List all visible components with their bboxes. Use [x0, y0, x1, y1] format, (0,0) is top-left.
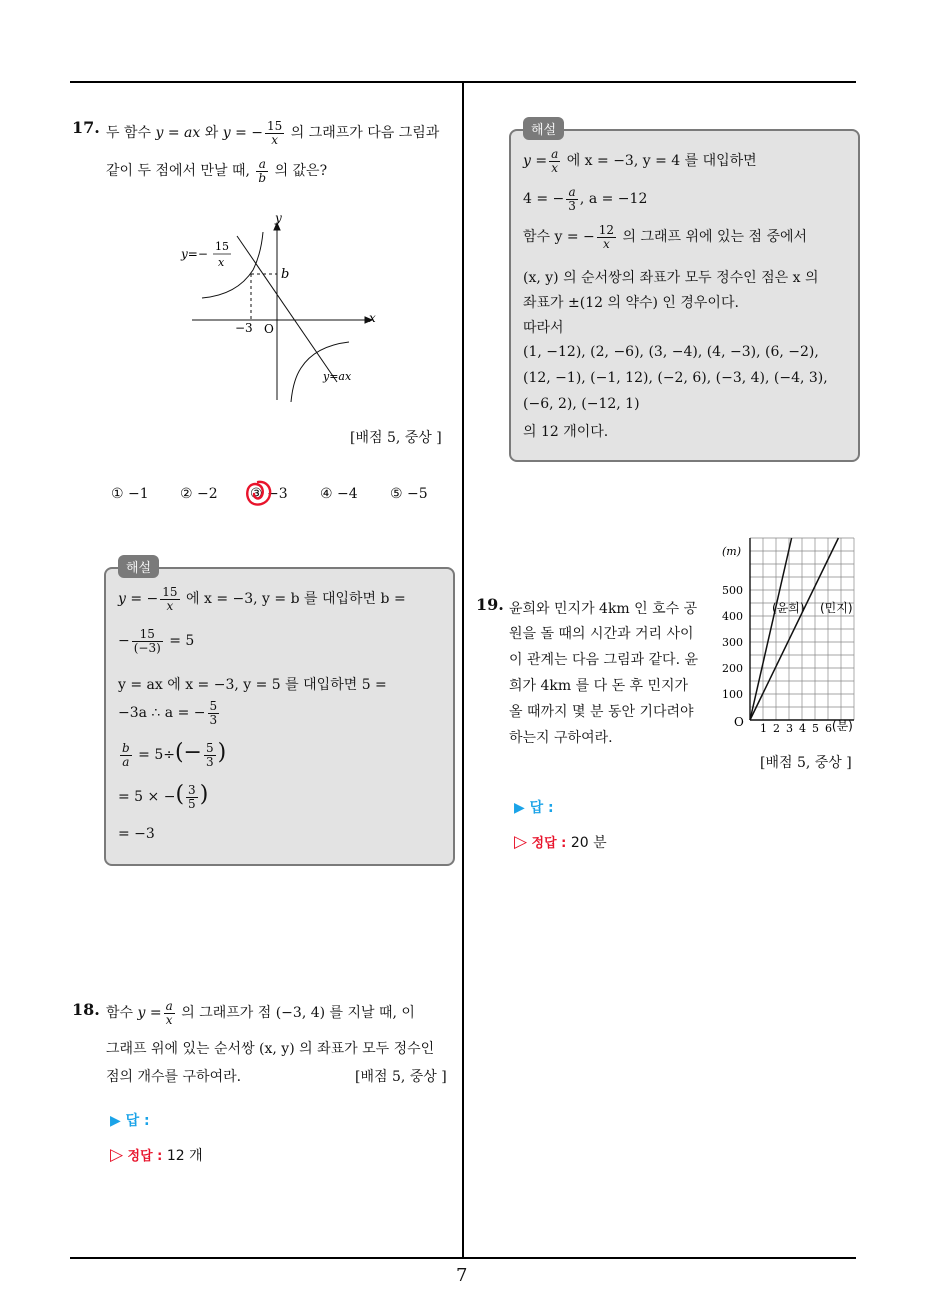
q18-correct-answer: ▷ 정답 : 12 개 — [110, 1145, 203, 1165]
q18-points: [배점 5, 중상 ] — [355, 1069, 447, 1085]
q18-sol-line1: y = $\frac{a}{x}$ 에 x = −3, y = 4 를 대입하면 — [523, 147, 757, 175]
q18-answer-head: ▶ 답 : — [110, 1113, 150, 1129]
q17-points: [배점 5, 중상 ] — [350, 430, 442, 446]
y-tick-label: 300 — [722, 636, 743, 649]
q17-eq2-frac: $\frac{15}{x}$ — [267, 119, 283, 147]
q18-triangle-icon: ▷ — [110, 1145, 124, 1165]
legend-label-1: (윤희) — [772, 601, 805, 615]
q17-ab-frac: $\frac{a}{b}$ — [258, 157, 267, 185]
column-divider — [462, 82, 464, 1258]
q18-sol-line8: (12, −1), (−1, 12), (−2, 6), (−3, 4), (−4, 3), — [523, 370, 828, 386]
x-tick-label: 1 — [760, 722, 767, 735]
q17-graph — [175, 210, 390, 410]
q19-distance-time-chart — [716, 545, 866, 735]
y-tick-label: 100 — [722, 688, 743, 701]
q18-line2: 그래프 위에 있는 순서쌍 (x, y) 의 좌표가 모두 정수인 — [106, 1041, 435, 1057]
q17-choice-1[interactable]: ① −1 — [111, 486, 149, 502]
svg-text:x: x — [218, 256, 225, 269]
q19-line2: 원을 돌 때의 시간과 거리 사이 — [509, 626, 694, 642]
q17-sol-line3: y = ax 에 x = −3, y = 5 를 대입하면 5 = — [118, 677, 387, 693]
q18-sol-line9: (−6, 2), (−12, 1) — [523, 396, 640, 412]
q19-line1: 윤희와 민지가 4km 인 호수 공 — [509, 601, 698, 617]
q18-solution-tag: 해설 — [523, 117, 564, 140]
q17-number: 17. — [72, 118, 100, 137]
q18-sol-line5: 좌표가 ±(12 의 약수) 인 경우이다. — [523, 295, 739, 311]
q17-axis-x-label: x — [369, 311, 376, 325]
q18-sol-line2: 4 = − $\frac{a}{3}$ , a = −12 — [523, 185, 648, 213]
y-axis-unit: (m) — [722, 545, 742, 558]
q17-sol-line2: − $\frac{15}{(-3)}$ = 5 — [118, 627, 195, 655]
q19-answer-head: ▶ 답 : — [514, 800, 554, 816]
chart-origin: O — [734, 715, 744, 729]
q18-sol-line6: 따라서 — [523, 320, 564, 336]
q17-sol-line6: = 5 × −( $\frac{3}{5}$ ) — [118, 782, 209, 811]
q19-correct-answer: ▷ 정답 : 20 분 — [514, 832, 607, 852]
x-tick-label: 5 — [812, 722, 819, 735]
svg-text:15: 15 — [215, 240, 229, 253]
q17-tick-neg3: −3 — [235, 321, 253, 335]
q18-number: 18. — [72, 1000, 100, 1019]
x-tick-label: 3 — [786, 722, 793, 735]
q19-points: [배점 5, 중상 ] — [760, 755, 852, 771]
q17-hyperbola-left — [202, 232, 263, 298]
q18-sol-line7: (1, −12), (2, −6), (3, −4), (4, −3), (6, −2), — [523, 344, 819, 360]
q17-choice-3[interactable]: ③ −3 — [250, 486, 288, 502]
q18-sol-line4: (x, y) 의 순서쌍의 좌표가 모두 정수인 점은 x 의 — [523, 270, 819, 286]
y-tick-label: 200 — [722, 662, 743, 675]
q19-triangle-icon: ▷ — [514, 832, 528, 852]
q17-choice-2[interactable]: ② −2 — [180, 486, 218, 502]
q17-line-ax — [237, 236, 337, 382]
q18-line3: 점의 개수를 구하여라. — [106, 1069, 242, 1085]
q19-line4: 희가 4km 를 다 돈 후 민지가 — [509, 678, 689, 694]
page-number: 7 — [456, 1265, 468, 1286]
q17-line-label: y=ax — [323, 370, 352, 383]
q17-choice-5[interactable]: ⑤ −5 — [390, 486, 428, 502]
q17-sol-line7: = −3 — [118, 826, 155, 842]
q17-point-b: b — [281, 267, 290, 282]
q19-number: 19. — [476, 595, 504, 614]
q17-eq1: y = ax — [155, 125, 201, 142]
q19-line5: 올 때까지 몇 분 동안 기다려야 — [509, 704, 694, 720]
q17-solution-tag: 해설 — [118, 555, 159, 578]
q17-line2: 같이 두 점에서 만날 때, $\frac{a}{b}$ 의 값은? — [106, 157, 328, 185]
q17-line1: 두 함수 y = ax 와 y = − $\frac{15}{x}$ 의 그래프가 다음 그림과 — [106, 119, 440, 147]
q19-line3: 이 관계는 다음 그림과 같다. 윤 — [509, 652, 698, 668]
q18-sol-line10: 의 12 개이다. — [523, 424, 609, 440]
x-tick-label: 2 — [773, 722, 780, 735]
q17-sol-line5: $\frac{b}{a}$ = 5÷(− $\frac{5}{3}$ ) — [122, 740, 227, 769]
q17-sol-line4: −3a ∴ a = − $\frac{5}{3}$ — [118, 699, 218, 727]
legend-label-2: (민지) — [820, 601, 853, 615]
q17-answer-mark-icon — [242, 478, 274, 510]
q19-line6: 하는지 구하여라. — [509, 730, 613, 746]
y-tick-label: 500 — [722, 584, 743, 597]
q17-sol-line1: y = − $\frac{15}{x}$ 에 x = −3, y = b 를 대입하면 b = — [118, 585, 406, 613]
q17-origin: O — [264, 322, 274, 336]
x-tick-label: 6 — [825, 722, 832, 735]
q17-curve-label: y=− — [181, 247, 208, 261]
bottom-rule — [70, 1257, 856, 1259]
q17-choice-4[interactable]: ④ −4 — [320, 486, 358, 502]
q17-axis-y-label: y — [275, 211, 282, 225]
x-tick-label: 4 — [799, 722, 806, 735]
q18-line1: 함수 y = $\frac{a}{x}$ 의 그래프가 점 (−3, 4) 를 지날 때, 이 — [106, 999, 415, 1027]
x-axis-unit: (분) — [831, 719, 853, 733]
q18-sol-line3: 함수 y = − $\frac{12}{x}$ 의 그래프 위에 있는 점 중에서 — [523, 223, 808, 251]
y-tick-label: 400 — [722, 610, 743, 623]
